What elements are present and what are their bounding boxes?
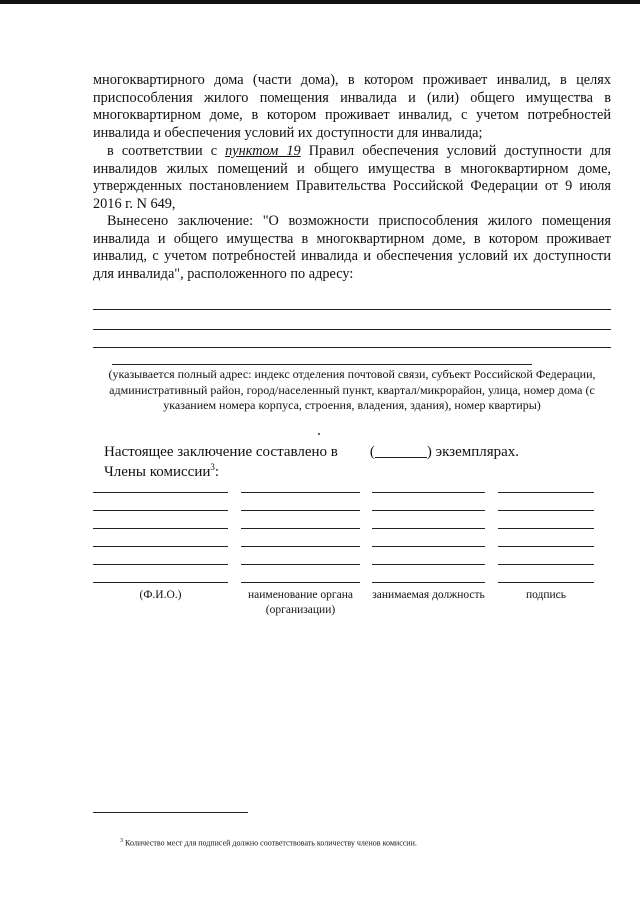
fio-field[interactable] (93, 582, 228, 583)
members-label-text: Члены комиссии (104, 464, 211, 480)
signature-field[interactable] (498, 582, 594, 583)
copies-suffix: экземплярах. (431, 444, 520, 460)
address-field-line-4[interactable] (112, 364, 532, 365)
fio-field[interactable] (93, 492, 228, 493)
paragraph-legal-basis (93, 143, 611, 213)
copies-count-field[interactable] (375, 443, 427, 458)
position-field[interactable] (372, 528, 485, 529)
column-label-position: занимаемая должность (372, 589, 485, 601)
fio-field[interactable] (93, 546, 228, 547)
position-field[interactable] (372, 564, 485, 565)
position-field[interactable] (372, 492, 485, 493)
footnote-mark: 3 (120, 838, 123, 844)
organ-field[interactable] (241, 528, 360, 529)
footnote (120, 838, 417, 848)
paragraph-conclusion: Вынесено заключение: "О возможности приспособления жилого помещения инвалида и общего имущества в многоквартирном доме, в котором проживает инвалид, с учетом потребностей инвалида и обеспечения условий их доступности для инвалида", расположенного по адресу: (93, 213, 611, 282)
organ-field[interactable] (241, 546, 360, 547)
fio-field[interactable] (93, 528, 228, 529)
signature-field[interactable] (498, 528, 594, 529)
footnote-text: Количество мест для подписей должно соответствовать количеству членов комиссии. (125, 838, 417, 848)
signature-field[interactable] (498, 492, 594, 493)
footnote-rule (93, 812, 248, 813)
fio-field[interactable] (93, 510, 228, 511)
paren-open: ( (369, 444, 375, 460)
signature-field[interactable] (498, 510, 594, 511)
legal-basis-suffix: Правил обеспечения условий доступности для инвалидов жилых помещений и общего имущества в многоквартирном доме, утвержденных постановлением Правительства Российской Федерации от 9 июля 2016 г. N 649, (93, 143, 611, 212)
address-caption: (указывается полный адрес: индекс отделения почтовой связи, субъект Российской Федерации, административный район, город/населенный пункт, квартал/микрорайон, улица, номер дома (с указанием номера корпуса, строения, владения, здания), номер квартиры) (108, 367, 596, 412)
paren-close: ) (426, 444, 432, 460)
organ-field[interactable] (241, 564, 360, 565)
position-field[interactable] (372, 582, 485, 583)
column-label-fio: (Ф.И.О.) (139, 589, 182, 601)
address-field-line-1[interactable] (93, 309, 611, 310)
members-colon: : (214, 464, 220, 480)
copies-prefix: Настоящее заключение составлено в (104, 444, 338, 460)
organ-field[interactable] (241, 492, 360, 493)
position-field[interactable] (372, 510, 485, 511)
paragraph-continuation: многоквартирного дома (части дома), в котором проживает инвалид, в целях приспособления жилого помещения инвалида и (или) общего имущества в многоквартирном доме, в котором проживает инвалид, с учетом потребностей инвалида и обеспечения условий их доступности для инвалида; (93, 72, 611, 141)
scan-speck (318, 433, 320, 435)
members-footnote-mark: 3 (210, 462, 215, 472)
address-field-line-3[interactable] (93, 347, 611, 348)
signature-field[interactable] (498, 564, 594, 565)
signature-field[interactable] (498, 546, 594, 547)
commission-members-label (104, 462, 219, 481)
column-label-organ: наименование органа (организации) (248, 589, 353, 616)
legal-basis-prefix: в соответствии с (107, 143, 226, 159)
organ-field[interactable] (241, 510, 360, 511)
copies-statement (104, 443, 519, 461)
column-label-signature: подпись (525, 589, 567, 601)
fio-field[interactable] (93, 564, 228, 565)
organ-field[interactable] (241, 582, 360, 583)
clause-19-link[interactable]: пунктом 19 (225, 143, 301, 159)
top-border (0, 0, 640, 4)
position-field[interactable] (372, 546, 485, 547)
address-field-line-2[interactable] (93, 329, 611, 330)
